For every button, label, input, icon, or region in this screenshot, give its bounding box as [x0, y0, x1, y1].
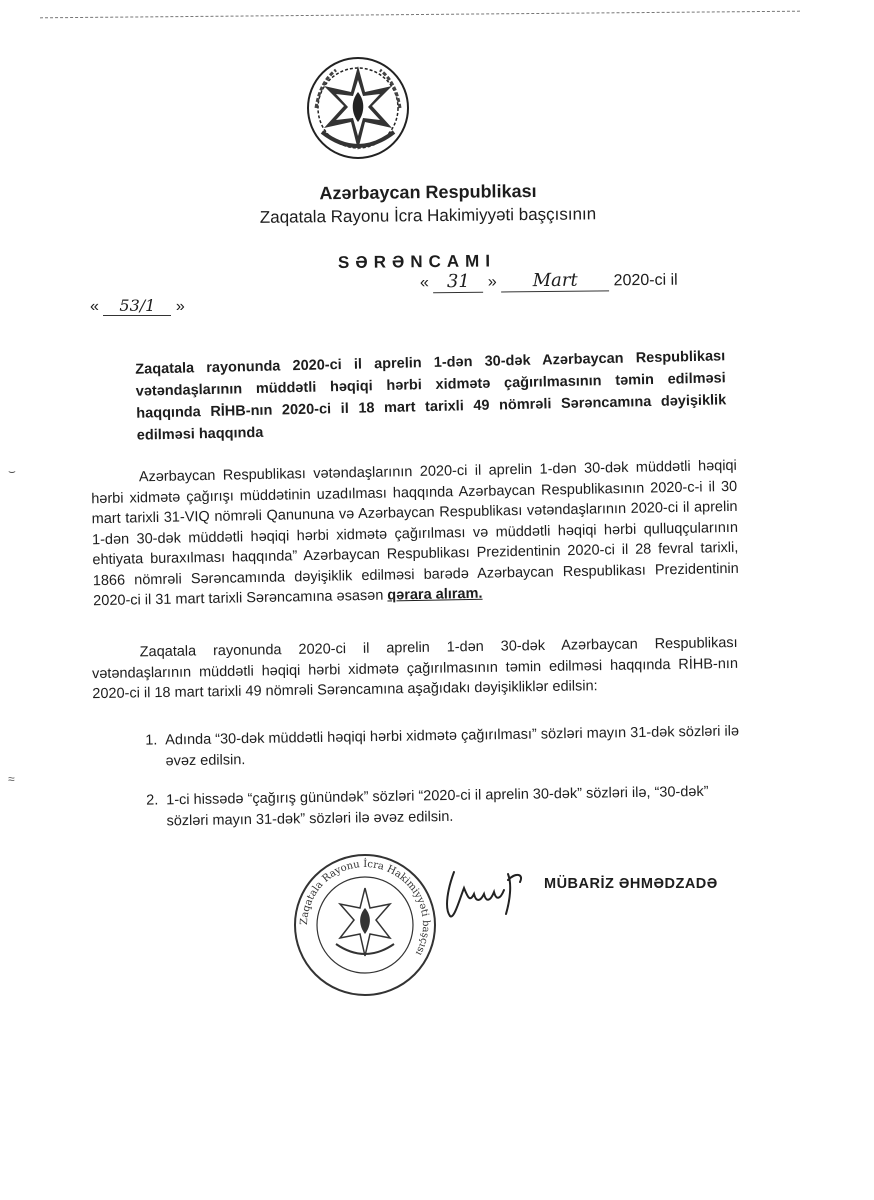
document-subject: Zaqatala rayonunda 2020-ci il aprelin 1-dən 30-dək Azərbaycan Respublikası vətəndaşlarının müddətli həqiqi hərbi xidmətə çağırılmasının təmin edilməsi haqqında RİHB-nın 2020-ci il 18 mart tarixli 49 nömrəli Sərəncamına dəyişiklik edilməsi haqqında [135, 348, 727, 444]
order-paragraph [92, 633, 739, 705]
list-item [146, 781, 743, 832]
document-number: 53/1 [103, 296, 171, 316]
republic-title: Azərbaycan Respublikası [319, 180, 537, 204]
document-type: SƏRƏNCAMI [337, 251, 497, 273]
document-number-line [90, 296, 185, 316]
preamble-paragraph [91, 456, 740, 612]
date-day: 31 [433, 271, 483, 294]
number-close-quote: » [175, 298, 185, 315]
item-text: 1-ci hissədə “çağırış günündək” sözləri “2020-ci il aprelin 30-dək” sözləri ilə, “30-dək” sözləri mayın 31-dək” sözləri ilə əvəz edilsin. [166, 783, 709, 830]
margin-mark: ≈ [8, 772, 15, 786]
document-date-line [420, 269, 678, 294]
official-seal-icon [292, 852, 438, 998]
number-open-quote: « [90, 298, 99, 315]
date-open-quote: « [419, 274, 430, 292]
item-number: 2. [146, 792, 159, 809]
state-emblem-icon [302, 52, 414, 164]
office-title: Zaqatala Rayonu İcra Hakimiyyəti başçısının [259, 204, 597, 227]
handwritten-signature [424, 858, 544, 928]
amendment-list [145, 721, 743, 850]
list-item [145, 721, 742, 772]
margin-mark: ⌣ [8, 464, 16, 478]
date-year: 2020-ci il [613, 271, 678, 290]
date-close-quote: » [487, 273, 497, 291]
order-text: Zaqatala rayonunda 2020-ci il aprelin 1-dən 30-dək Azərbaycan Respublikası vətəndaşlarının müddətli həqiqi hərbi xidmətə çağırılmasının təmin edilməsi haqqında RİHB-nın 2020-ci il 18 mart tarixli 49 nömrəli Sərəncamına aşağıdakı dəyişikliklər edilsin: [91, 634, 739, 703]
seal-text: Zaqatala Rayonu İcra Hakimiyyəti başçısı [298, 858, 432, 958]
scan-edge-line [40, 11, 800, 19]
item-number: 1. [145, 732, 158, 749]
date-month: Mart [501, 269, 609, 292]
item-text: Adında “30-dək müddətli həqiqi hərbi xidmətə çağırılması” sözləri mayın 31-dək sözləri ilə əvəz edilsin. [165, 723, 740, 770]
decision-phrase: qərara alıram. [387, 585, 483, 604]
signer-name: MÜBARİZ ƏHMƏDZADƏ [544, 876, 718, 892]
preamble-text: Azərbaycan Respublikası vətəndaşlarının 2020-ci il aprelin 1-dən 30-dək müddətli həqiqi hərbi xidmətə çağırışı müddətinin uzadılması haqqında Azərbaycan Respublikasının 2020-c-i il 30 mart tarixli 31-VIQ nömrəli Qanununa və Azərbaycan Respublikası vətəndaşlarının 2020-ci il aprelin 1-dən 30-dək müddətli həqiqi hərbi xidmətə çağırılması və müddətli həqiqi hərbi qulluqçularının ehtiyata buraxılması haqqında” Azərbaycan Respublikası Prezidentinin 2020-ci il 28 fevral tarixli, 1866 nömrəli Sərəncamında dəyişiklik edilməsi barədə Azərbaycan Respublikası Prezidentinin 2020-ci il 31 mart tarixli Sərəncamına əsasən [91, 457, 739, 610]
